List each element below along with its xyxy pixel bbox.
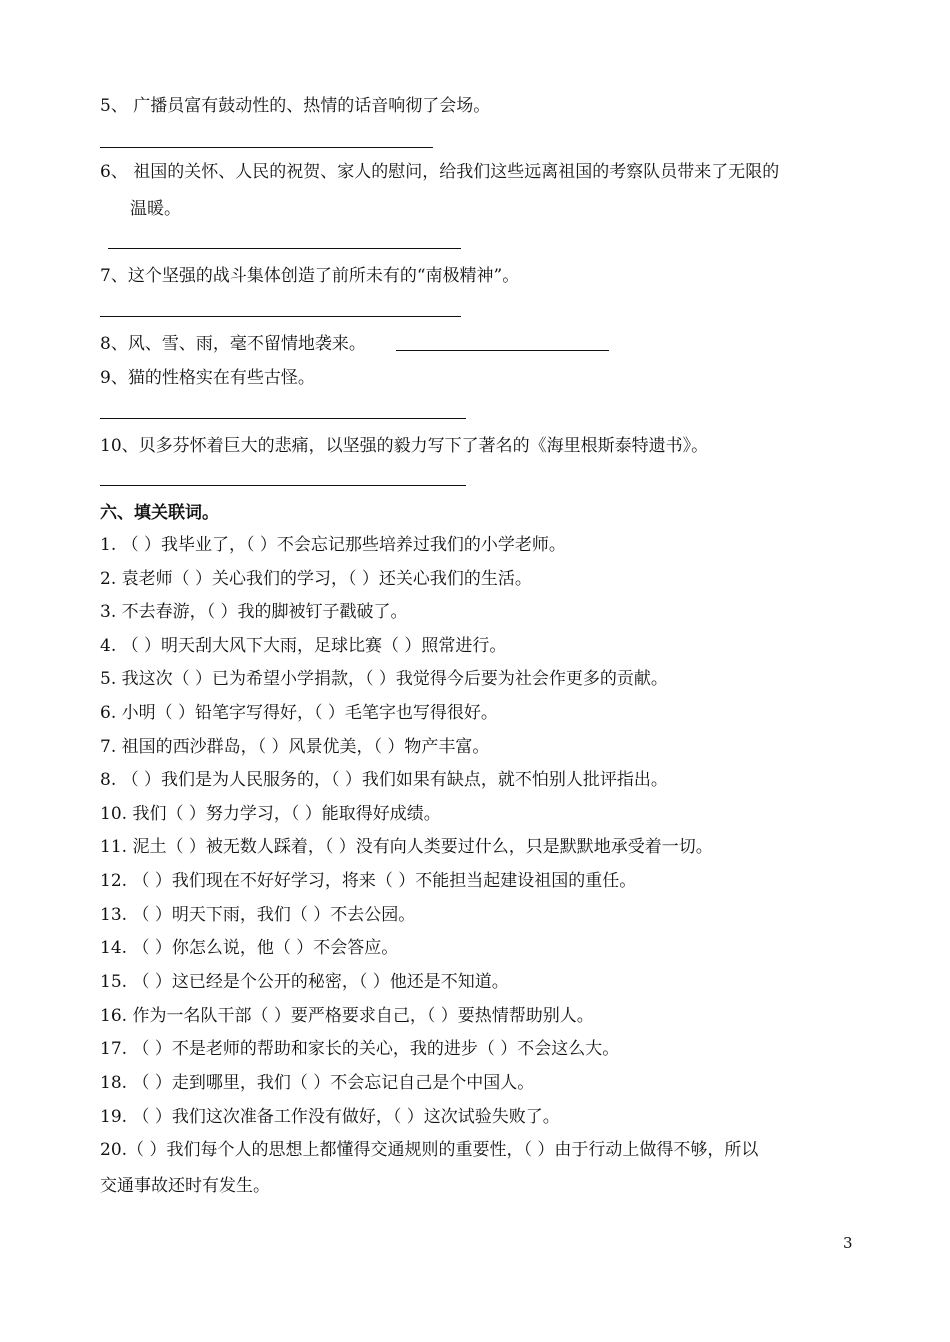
fill-item: 19. （ ）我们这次准备工作没有做好，（ ）这次试验失败了。 bbox=[100, 1107, 560, 1127]
fill-item: 15. （ ）这已经是个公开的秘密，（ ）他还是不知道。 bbox=[100, 972, 509, 992]
fill-item: 18. （ ）走到哪里，我们（ ）不会忘记自己是个中国人。 bbox=[100, 1073, 535, 1093]
fill-item: 5. 我这次（ ）已为希望小学捐款，（ ）我觉得今后要为社会作更多的贡献。 bbox=[100, 669, 668, 689]
fill-item: 4. （ ）明天刮大风下大雨，足球比赛（ ）照常进行。 bbox=[100, 636, 507, 656]
fill-item: 1. （ ）我毕业了，（ ）不会忘记那些培养过我们的小学老师。 bbox=[100, 535, 566, 555]
rewrite-item-8: 8、风、雪、雨，毫不留情地袭来。 bbox=[100, 334, 366, 354]
fill-item: 2. 袁老师（ ）关心我们的学习，（ ）还关心我们的生活。 bbox=[100, 569, 532, 589]
answer-blank-8[interactable] bbox=[396, 350, 609, 351]
fill-item: 20.（ ）我们每个人的思想上都懂得交通规则的重要性，（ ）由于行动上做得不够，所以 bbox=[100, 1140, 759, 1160]
fill-item: 13. （ ）明天下雨，我们（ ）不去公园。 bbox=[100, 905, 416, 925]
fill-item: 16. 作为一名队干部（ ）要严格要求自己，（ ）要热情帮助别人。 bbox=[100, 1006, 594, 1026]
fill-item: 12. （ ）我们现在不好好学习，将来（ ）不能担当起建设祖国的重任。 bbox=[100, 871, 637, 891]
fill-item: 3. 不去春游，（ ）我的脚被钉子戳破了。 bbox=[100, 602, 408, 622]
section-title: 六、填关联词。 bbox=[100, 503, 219, 523]
rewrite-item-9: 9、猫的性格实在有些古怪。 bbox=[100, 368, 315, 388]
fill-item: 6. 小明（ ）铅笔字写得好，（ ）毛笔字也写得很好。 bbox=[100, 703, 498, 723]
fill-item: 8. （ ）我们是为人民服务的，（ ）我们如果有缺点，就不怕别人批评指出。 bbox=[100, 770, 668, 790]
rewrite-item-7: 7、这个坚强的战斗集体创造了前所未有的“南极精神”。 bbox=[100, 266, 520, 286]
page-number: 3 bbox=[843, 1234, 853, 1252]
rewrite-item-5: 5、 广播员富有鼓动性的、热情的话音响彻了会场。 bbox=[100, 96, 491, 116]
fill-item-continuation: 交通事故还时有发生。 bbox=[100, 1176, 270, 1196]
fill-item: 14. （ ）你怎么说，他（ ）不会答应。 bbox=[100, 938, 399, 958]
answer-blank-6[interactable] bbox=[108, 248, 461, 249]
rewrite-item-10: 10、贝多芬怀着巨大的悲痛，以坚强的毅力写下了著名的《海里根斯泰特遗书》。 bbox=[100, 436, 709, 456]
rewrite-item-6: 6、 祖国的关怀、人民的祝贺、家人的慰问，给我们这些远离祖国的考察队员带来了无限的 bbox=[100, 162, 780, 182]
answer-blank-9[interactable] bbox=[100, 418, 466, 419]
answer-blank-7[interactable] bbox=[100, 316, 461, 317]
rewrite-item-6-continuation: 温暖。 bbox=[130, 199, 181, 219]
fill-item: 11. 泥土（ ）被无数人踩着，（ ）没有向人类要过什么，只是默默地承受着一切。 bbox=[100, 837, 713, 857]
answer-blank-5[interactable] bbox=[100, 147, 433, 148]
fill-item: 10. 我们（ ）努力学习，（ ）能取得好成绩。 bbox=[100, 804, 441, 824]
fill-item: 7. 祖国的西沙群岛，（ ）风景优美，（ ）物产丰富。 bbox=[100, 737, 490, 757]
fill-item: 17. （ ）不是老师的帮助和家长的关心，我的进步（ ）不会这么大。 bbox=[100, 1039, 620, 1059]
answer-blank-10[interactable] bbox=[100, 485, 466, 486]
